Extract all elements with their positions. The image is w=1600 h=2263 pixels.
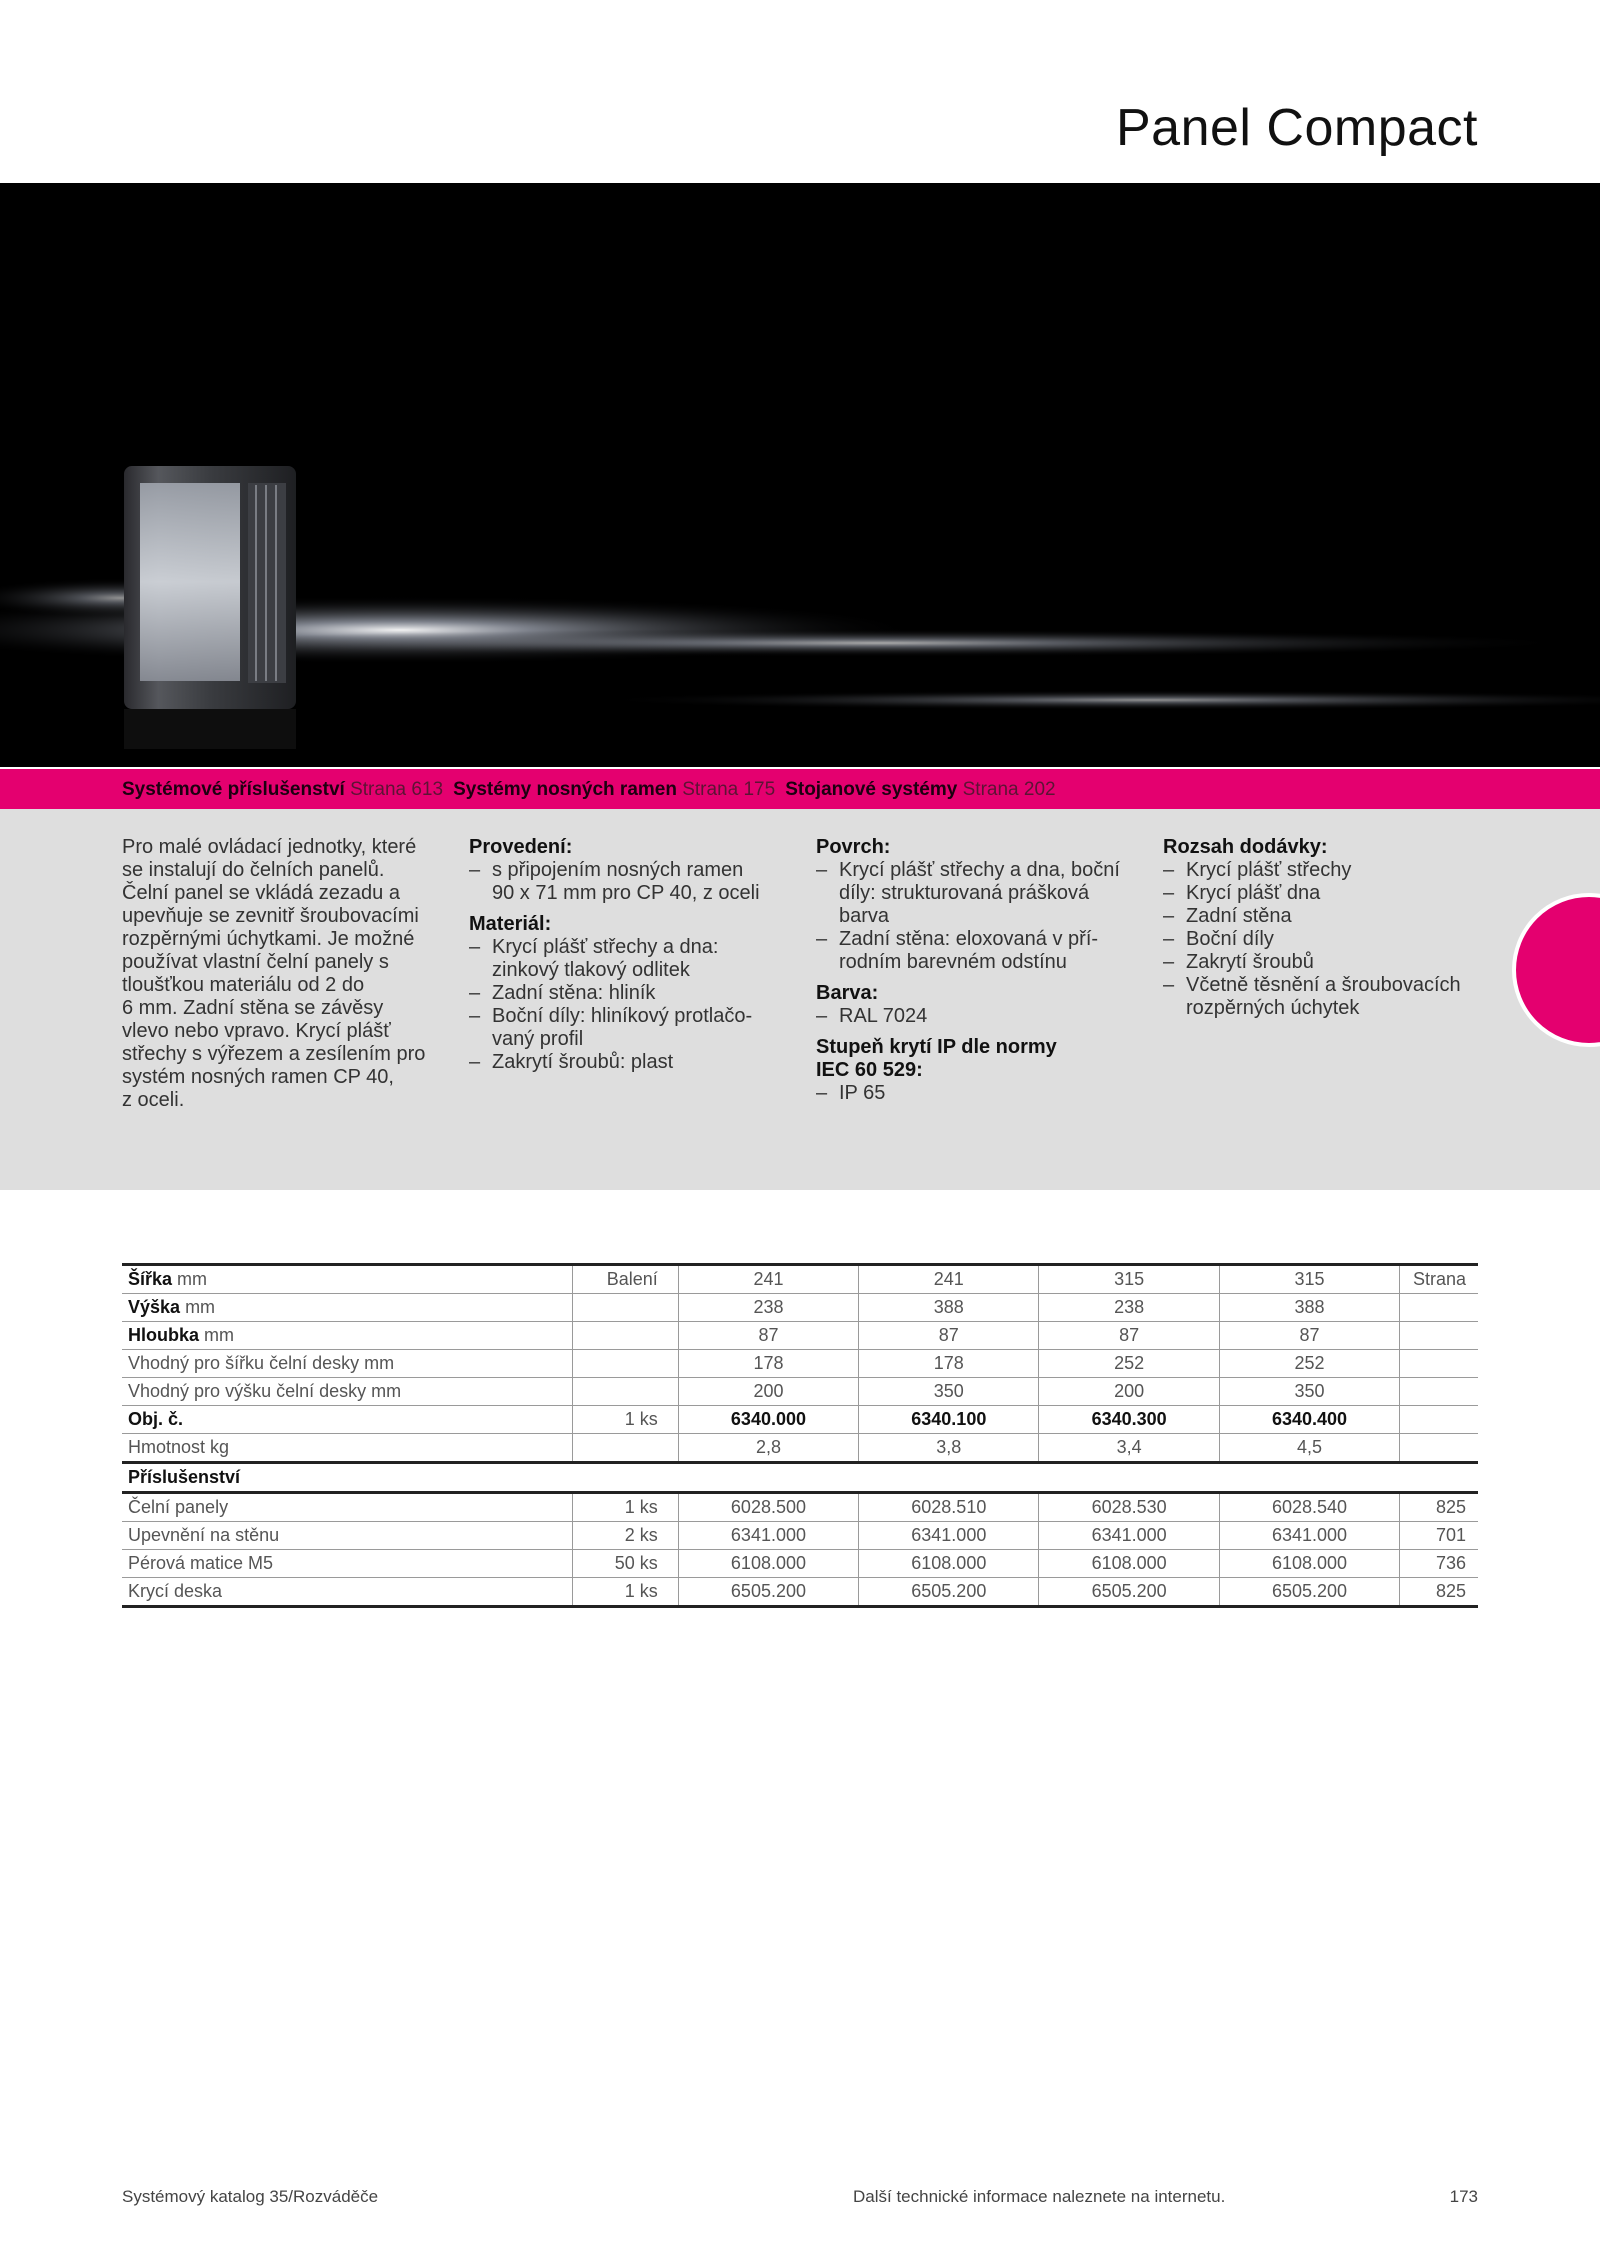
value-cell: 4,5 — [1219, 1434, 1399, 1463]
list-item: – Krycí plášť střechy — [1163, 859, 1493, 882]
list-item: – Zadní stěna — [1163, 905, 1493, 928]
design-column — [469, 836, 799, 1082]
footer-note: Další technické informace naleznete na internetu. — [853, 2187, 1226, 2206]
value-cell: 6341.000 — [859, 1522, 1039, 1550]
section-marker-circle — [1512, 893, 1600, 1047]
value-cell: 178 — [678, 1350, 858, 1378]
value-cell: 2,8 — [678, 1434, 858, 1463]
table-row — [122, 1322, 1478, 1350]
footer-catalog: Systémový katalog 35/Rozváděče — [122, 2187, 379, 2206]
row-label: Upevnění na stěnu — [122, 1522, 572, 1550]
packaging-cell — [572, 1322, 678, 1350]
value-cell: 6341.000 — [1039, 1522, 1219, 1550]
material-list — [469, 936, 799, 1074]
value-cell: 6505.200 — [1039, 1578, 1219, 1607]
footer-page-number: 173 — [1449, 2187, 1478, 2206]
list-item: – Krycí plášť střechy a dna, boční díly: strukturovaná prášková barva — [816, 859, 1146, 928]
page-cell: 736 — [1400, 1550, 1478, 1578]
page-title: Panel Compact — [1115, 99, 1478, 157]
row-label: Vhodný pro výšku čelní desky mm — [122, 1378, 572, 1406]
provedeni-heading: Provedení: — [469, 836, 573, 858]
list-item: – Zakrytí šroubů — [1163, 951, 1493, 974]
value-cell: 241 — [859, 1265, 1039, 1294]
packaging-cell — [572, 1434, 678, 1463]
accessories-label: Příslušenství — [122, 1463, 1478, 1493]
value-cell: 6340.400 — [1219, 1406, 1399, 1434]
table-row — [122, 1434, 1478, 1463]
row-label: Výška mm — [122, 1294, 572, 1322]
list-item: – Boční díly: hliníkový protlačo- vaný profil — [469, 1005, 799, 1051]
table-row — [122, 1406, 1478, 1434]
rozsah-list — [1163, 859, 1493, 1020]
value-cell: 3,4 — [1039, 1434, 1219, 1463]
value-cell: 6505.200 — [678, 1578, 858, 1607]
value-cell: 6340.000 — [678, 1406, 858, 1434]
value-cell: 241 — [678, 1265, 858, 1294]
list-item: – Krycí plášť dna — [1163, 882, 1493, 905]
value-cell: 315 — [1039, 1265, 1219, 1294]
value-cell: 252 — [1039, 1350, 1219, 1378]
row-label: Obj. č. — [122, 1406, 572, 1434]
product-hero-image — [0, 183, 1600, 767]
page-cell — [1400, 1322, 1478, 1350]
value-cell: 252 — [1219, 1350, 1399, 1378]
strip-page: Strana 613 — [350, 779, 444, 800]
table-row — [122, 1378, 1478, 1406]
strip-label: Systémové příslušenství — [122, 779, 345, 800]
row-label: Šířka mm — [122, 1265, 572, 1294]
strip-page: Strana 175 — [682, 779, 776, 800]
value-cell: 87 — [1039, 1322, 1219, 1350]
list-item: – Krycí plášť střechy a dna: zinkový tlakový odlitek — [469, 936, 799, 982]
list-item: – Zakrytí šroubů: plast — [469, 1051, 799, 1074]
page-cell: 825 — [1400, 1493, 1478, 1522]
value-cell: 238 — [1039, 1294, 1219, 1322]
value-cell: 6341.000 — [678, 1522, 858, 1550]
value-cell: 6341.000 — [1219, 1522, 1399, 1550]
page-cell — [1400, 1378, 1478, 1406]
value-cell: 200 — [678, 1378, 858, 1406]
table-row — [122, 1493, 1478, 1522]
value-cell: 6028.510 — [859, 1493, 1039, 1522]
page-cell — [1400, 1350, 1478, 1378]
value-cell: 87 — [678, 1322, 858, 1350]
spec-table — [122, 1263, 1478, 1608]
list-item: – Zadní stěna: eloxovaná v pří- rodním barevném odstínu — [816, 928, 1146, 974]
table-row — [122, 1350, 1478, 1378]
strip-label: Stojanové systémy — [785, 779, 958, 800]
rozsah-heading: Rozsah dodávky: — [1163, 836, 1328, 858]
value-cell: 6028.500 — [678, 1493, 858, 1522]
page-cell — [1400, 1434, 1478, 1463]
value-cell: 6505.200 — [859, 1578, 1039, 1607]
supply-column — [1163, 836, 1493, 1028]
page-cell — [1400, 1294, 1478, 1322]
surface-column — [816, 836, 1146, 1113]
value-cell: 6028.540 — [1219, 1493, 1399, 1522]
packaging-cell — [572, 1294, 678, 1322]
packaging-cell: 50 ks — [572, 1550, 678, 1578]
material-heading: Materiál: — [469, 913, 552, 935]
page-cell: Strana — [1400, 1265, 1478, 1294]
table-row — [122, 1550, 1478, 1578]
barva-list — [816, 1005, 1146, 1028]
strip-page: Strana 202 — [962, 779, 1056, 800]
list-item: – RAL 7024 — [816, 1005, 1146, 1028]
value-cell: 388 — [859, 1294, 1039, 1322]
barva-heading: Barva: — [816, 982, 879, 1004]
value-cell: 6108.000 — [1039, 1550, 1219, 1578]
description-panel — [0, 809, 1600, 1190]
packaging-cell — [572, 1350, 678, 1378]
table-row — [122, 1522, 1478, 1550]
value-cell: 350 — [859, 1378, 1039, 1406]
value-cell: 238 — [678, 1294, 858, 1322]
povrch-list — [816, 859, 1146, 974]
page-cell: 825 — [1400, 1578, 1478, 1607]
accessories-header-row — [122, 1463, 1478, 1493]
row-label: Hloubka mm — [122, 1322, 572, 1350]
value-cell: 87 — [859, 1322, 1039, 1350]
row-label: Krycí deska — [122, 1578, 572, 1607]
list-item: – Zadní stěna: hliník — [469, 982, 799, 1005]
intro-text: Pro malé ovládací jednotky, které se instalují do čelních panelů. Čelní panel se vkládá zezadu a upevňuje se zevnitř šroubovacími rozpěrnými úchytkami. Je možné používat vlastní čelní panely s tloušťkou materiálu od 2 do 6 mm. Zadní stěna se závěsy vlevo nebo vpravo. Krycí plášť střechy s výřezem a zesílením pro systém nosných ramen CP 40, z oceli. — [122, 836, 426, 1111]
page-cell: 701 — [1400, 1522, 1478, 1550]
table-row — [122, 1265, 1478, 1294]
packaging-cell: 2 ks — [572, 1522, 678, 1550]
row-label: Hmotnost kg — [122, 1434, 572, 1463]
value-cell: 388 — [1219, 1294, 1399, 1322]
strip-label: Systémy nosných ramen — [453, 779, 677, 800]
value-cell: 87 — [1219, 1322, 1399, 1350]
packaging-cell: Balení — [572, 1265, 678, 1294]
packaging-cell: 1 ks — [572, 1578, 678, 1607]
packaging-cell: 1 ks — [572, 1493, 678, 1522]
page-cell — [1400, 1406, 1478, 1434]
ip-heading: Stupeň krytí IP dle normy IEC 60 529: — [816, 1036, 1057, 1081]
row-label: Čelní panely — [122, 1493, 572, 1522]
value-cell: 6108.000 — [1219, 1550, 1399, 1578]
table-row — [122, 1578, 1478, 1607]
value-cell: 6028.530 — [1039, 1493, 1219, 1522]
value-cell: 6108.000 — [678, 1550, 858, 1578]
value-cell: 200 — [1039, 1378, 1219, 1406]
value-cell: 6505.200 — [1219, 1578, 1399, 1607]
list-item: – s připojením nosných ramen 90 x 71 mm pro CP 40, z oceli — [469, 859, 799, 905]
list-item: – Boční díly — [1163, 928, 1493, 951]
cross-reference-strip — [0, 767, 1600, 809]
ip-list — [816, 1082, 1146, 1105]
provedeni-list — [469, 859, 799, 905]
packaging-cell — [572, 1378, 678, 1406]
value-cell: 3,8 — [859, 1434, 1039, 1463]
table-row — [122, 1294, 1478, 1322]
value-cell: 6108.000 — [859, 1550, 1039, 1578]
row-label: Pérová matice M5 — [122, 1550, 572, 1578]
value-cell: 178 — [859, 1350, 1039, 1378]
value-cell: 6340.300 — [1039, 1406, 1219, 1434]
povrch-heading: Povrch: — [816, 836, 891, 858]
row-label: Vhodný pro šířku čelní desky mm — [122, 1350, 572, 1378]
list-item: – Včetně těsnění a šroubovacích rozpěrných úchytek — [1163, 974, 1493, 1020]
list-item: – IP 65 — [816, 1082, 1146, 1105]
packaging-cell: 1 ks — [572, 1406, 678, 1434]
value-cell: 350 — [1219, 1378, 1399, 1406]
value-cell: 6340.100 — [859, 1406, 1039, 1434]
value-cell: 315 — [1219, 1265, 1399, 1294]
